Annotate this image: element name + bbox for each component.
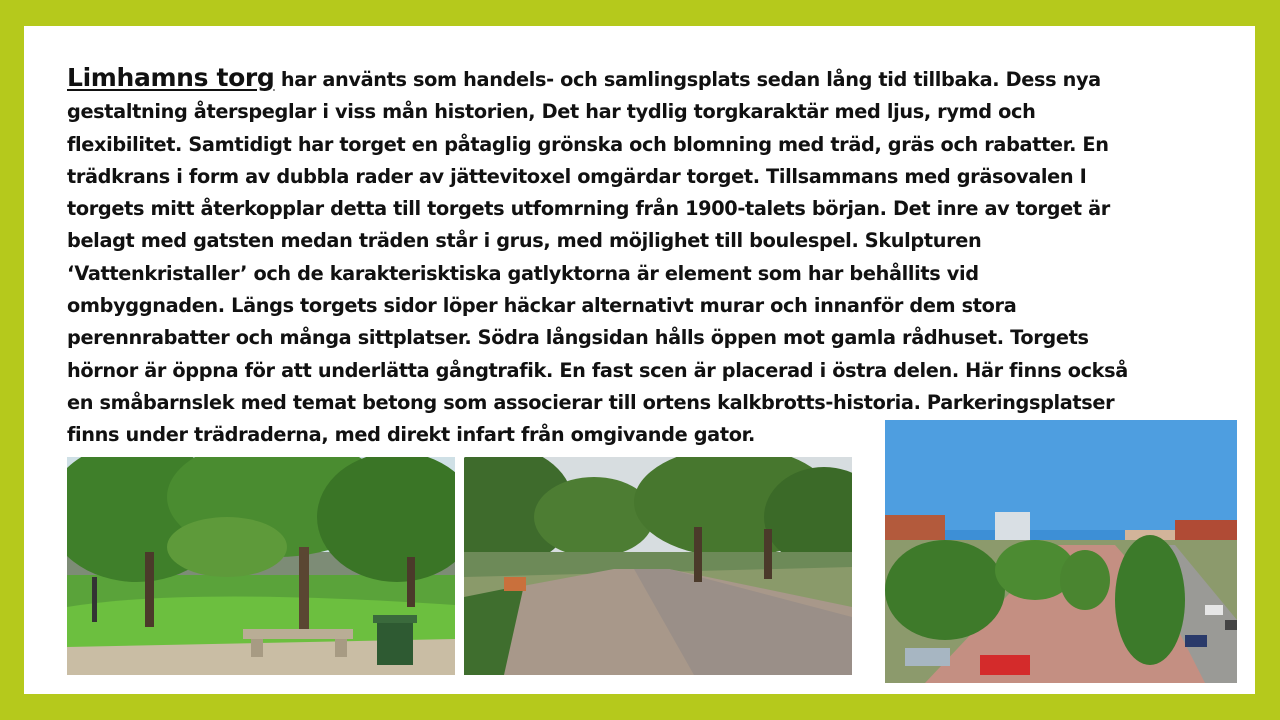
text-line-5: torgets mitt återkopplar detta till torgets utfomrning från 1900-talets början. Det inre av torget är: [67, 197, 1110, 221]
photo-park-bench: [67, 457, 455, 675]
slide-panel: [24, 26, 1255, 694]
text-line-11: en småbarnslek med temat betong som associerar till ortens kalkbrotts-historia. Parkeringsplatser: [67, 390, 1115, 414]
photo-gravel-path: [464, 457, 852, 675]
text-line-3: flexibilitet. Samtidigt har torget en påtaglig grönska och blomning med träd, gräs och rabatter. En: [67, 132, 1109, 156]
photo-aerial-square: [885, 420, 1237, 683]
text-line-9: perennrabatter och många sittplatser. Södra långsidan hålls öppen mot gamla rådhuset. Torgets: [67, 326, 1089, 350]
title-link[interactable]: Limhamns torg: [67, 63, 275, 92]
text-line-12: finns under trädraderna, med direkt infart från omgivande gator.: [67, 423, 755, 447]
text-line-7: ‘Vattenkristaller’ och de karakterisktiska gatlyktorna är element som har behållits vid: [67, 261, 979, 285]
text-line-2: gestaltning återspeglar i viss mån historien, Det har tydlig torgkaraktär med ljus, rymd och: [67, 100, 1036, 124]
text-line-1: Limhamns torg har använts som handels- och samlingsplats sedan lång tid tillbaka. Dess nya: [67, 63, 1101, 92]
text-line-8: ombyggnaden. Längs torgets sidor löper häckar alternativt murar och innanför dem stora: [67, 294, 1017, 318]
body-text: [67, 62, 1217, 452]
text-line-4: trädkrans i form av dubbla rader av jättevitoxel omgärdar torget. Tillsammans med gräsovalen I: [67, 164, 1087, 188]
text-line-10: hörnor är öppna för att underlätta gångtrafik. En fast scen är placerad i östra delen. Här finns också: [67, 358, 1128, 382]
text-line-6: belagt med gatsten medan träden står i grus, med möjlighet till boulespel. Skulpturen: [67, 229, 982, 253]
